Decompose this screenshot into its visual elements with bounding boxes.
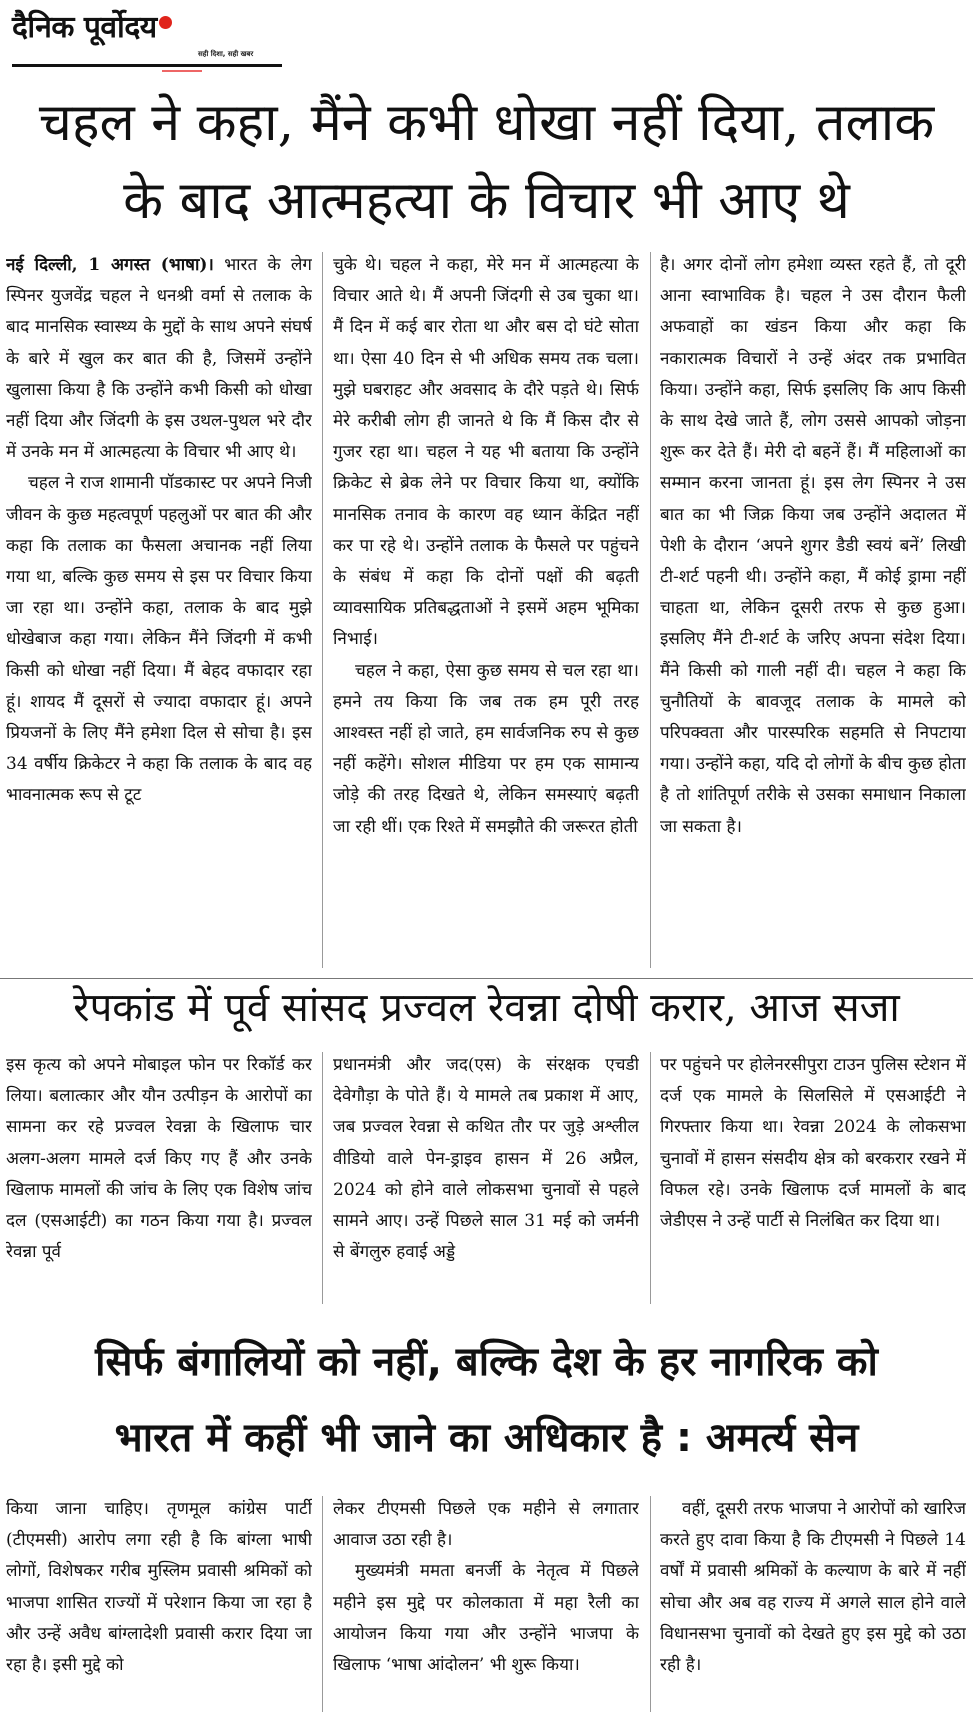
story3-column-3: [660, 1494, 966, 1716]
column-divider: [322, 1052, 323, 1304]
story2-column-2: [333, 1050, 639, 1306]
story1-col2-paragraph-2: चहल ने कहा, ऐसा कुछ समय से चल रहा था। हमने तय किया कि जब तक हम पूरी तरह आश्वस्त नहीं हो जाते, हम सार्वजनिक रुप से कुछ नहीं कहेंगे। सोशल मीडिया पर हम एक सामान्य जोड़े की तरह दिखते थे, लेकिन समस्याएं बढ़ती जा रही थीं। एक रिश्ते में समझौते की जरूरत होती: [333, 660, 639, 837]
story2-column-3: [660, 1050, 966, 1306]
newspaper-tagline: सही दिशा, सही खबर: [198, 50, 254, 58]
story2-col3-paragraph: पर पहुंचने पर होलेनरसीपुरा टाउन पुलिस स्टेशन में दर्ज एक मामले के सिलसिले में एसआईटी ने गिरफ्तार किया था। रेवन्ना 2024 के लोकसभा चुनावों में हासन संसदीय क्षेत्र को बरकरार रखने में विफल रहे। उनके खिलाफ दर्ज मामलों के बाद जेडीएस ने उन्हें पार्टी से निलंबित कर दिया था।: [660, 1055, 966, 1232]
story1-col3-paragraph-1: है। अगर दोनों लोग हमेशा व्यस्त रहते हैं, तो दूरी आना स्वाभाविक है। चहल ने उस दौरान फैली अफवाहों का खंडन किया और कहा कि नकारात्मक विचारों ने उन्हें अंदर तक प्रभावित किया। उन्होंने कहा, सिर्फ इसलिए कि आप किसी के साथ देखे जाते हैं, लोग उससे आपको जोड़ना शुरू कर देते हैं। मेरी दो बहनें हैं। मैं महिलाओं का सम्मान करना जानता हूं। इस लेग स्पिनर ने उस बात का भी जिक्र किया जब उन्होंने अदालत में पेशी के दौरान ‘अपने शुगर डैडी स्वयं बनें’ लिखी टी-शर्ट पहनी थी। उन्होंने कहा, मैं कोई ड्रामा नहीं चाहता था, लेकिन दूसरी तरफ से कुछ हुआ। इसलिए मैंने टी-शर्ट के जरिए अपना संदेश दिया। मैंने किसी को गाली नहीं दी। चहल ने कहा कि चुनौतियों के बावजूद तलाक के मामले को परिपक्वता और पारस्परिक सहमति से निपटाया गया। उन्होंने कहा, यदि दो लोगों के बीच कुछ होता है तो शांतिपूर्ण तरीके से उसका समाधान निकाला जा सकता है।: [660, 255, 966, 837]
story3-column-2: [333, 1494, 639, 1716]
story3-column-1: [6, 1494, 312, 1716]
story1-col1-paragraph-2: चहल ने राज शामानी पॉडकास्ट पर अपने निजी जीवन के कुछ महत्वपूर्ण पहलुओं पर बात की और कहा कि तलाक का फैसला अचानक नहीं लिया गया था, बल्कि कुछ समय से इस पर विचार किया जा रहा था। उन्होंने कहा, तलाक के बाद मुझे धोखेबाज कहा गया। लेकिन मैंने जिंदगी में कभी किसी को धोखा नहीं दिया। मैं बेहद वफादार रहा हूं। शायद मैं दूसरों से ज्यादा वफादार हूं। अपने प्रियजनों के लिए मैंने हमेशा दिल से सोचा है। इस 34 वर्षीय क्रिकेटर ने कहा कि तलाक के बाद वह भावनात्मक रूप से टूट: [6, 473, 312, 806]
story1-headline-line2: के बाद आत्महत्या के विचार भी आए थे: [123, 171, 850, 231]
story3-col3-paragraph: वहीं, दूसरी तरफ भाजपा ने आरोपों को खारिज करते हुए दावा किया है कि टीएमसी ने पिछले 14 वर्षों में प्रवासी श्रमिकों के कल्याण के बारे में नहीं सोचा और अब वह राज्य में अगले साल होने वाले विधानसभा चुनावों को देखते हुए इस मुद्दे को उठा रही है।: [660, 1499, 966, 1676]
story1-dateline: नई दिल्ली, 1 अगस्त (भाषा)।: [6, 255, 214, 275]
story3-col1-paragraph: किया जाना चाहिए। तृणमूल कांग्रेस पार्टी (टीएमसी) आरोप लगा रही है कि बांग्ला भाषी लोगों, विशेषकर गरीब मुस्लिम प्रवासी श्रमिकों को भाजपा शासित राज्यों में परेशान किया जा रहा है और उन्हें अवैध बांग्लादेशी प्रवासी करार दिया जा रहा है। इसी मुद्दे को: [6, 1499, 312, 1676]
story1-col1-paragraph-1: [6, 250, 312, 468]
story1-headline: [0, 84, 973, 240]
story3-headline: [0, 1324, 973, 1476]
story1-headline-line1: चहल ने कहा, मैंने कभी धोखा नहीं दिया, तलाक: [38, 93, 935, 153]
story1-column-1: [6, 250, 312, 972]
story1-col2-paragraph-1: चुके थे। चहल ने कहा, मेरे मन में आत्महत्या के विचार आते थे। मैं अपनी जिंदगी से उब चुका था। मैं दिन में कई बार रोता था और बस दो घंटे सोता था। ऐसा 40 दिन से भी अधिक समय तक चला। मुझे घबराहट और अवसाद के दौरे पड़ते थे। सिर्फ मेरे करीबी लोग ही जानते थे कि मैं किस दौर से गुजर रहा था। चहल ने यह भी बताया कि उन्होंने क्रिकेट से ब्रेक लेने पर विचार किया था, क्योंकि मानसिक तनाव के कारण वह ध्यान केंद्रित नहीं कर पा रहे थे। उन्होंने तलाक के फैसले पर पहुंचने के संबंध में कहा कि दोनों पक्षों की बढ़ती व्यावसायिक प्रतिबद्धताओं ने इसमें अहम भूमिका निभाई।: [333, 255, 639, 650]
story3-headline-line1: सिर्फ बंगालियों को नहीं, बल्कि देश के हर नागरिक को: [95, 1339, 878, 1385]
masthead-rule: [12, 64, 282, 67]
story1-column-3: [660, 250, 966, 972]
masthead-accent-rule: [162, 70, 202, 72]
story3-col2-paragraph-2: मुख्यमंत्री ममता बनर्जी के नेतृत्व में पिछले महीने इस मुद्दे पर कोलकाता में महा रैली का आयोजन किया गया और उन्होंने भाजपा के खिलाफ ‘भाषा आंदोलन’ भी शुरू किया।: [333, 1561, 639, 1676]
story2-headline: रेपकांड में पूर्व सांसद प्रज्वल रेवन्ना दोषी करार, आज सजा: [73, 985, 900, 1031]
story3-headline-line2: भारत में कहीं भी जाने का अधिकार है : अमर्त्य सेन: [114, 1415, 859, 1461]
story2-column-1: [6, 1050, 312, 1306]
story2-col1-paragraph: इस कृत्य को अपने मोबाइल फोन पर रिकॉर्ड कर लिया। बलात्कार और यौन उत्पीड़न के आरोपों का सामना कर रहे प्रज्वल रेवन्ना के खिलाफ चार अलग-अलग मामले दर्ज किए गए हैं और उनके खिलाफ मामलों की जांच के लिए एक विशेष जांच दल (एसआईटी) का गठन किया गया है। प्रज्वल रेवन्ना पूर्व: [6, 1055, 312, 1263]
column-divider: [322, 252, 323, 968]
column-divider: [650, 1052, 651, 1304]
story2-col2-paragraph: प्रधानमंत्री और जद(एस) के संरक्षक एचडी देवेगौड़ा के पोते हैं। ये मामले तब प्रकाश में आए, जब प्रज्वल रेवन्ना से कथित तौर पर जुड़े अश्लील वीडियो वाले पेन-ड्राइव हासन में 26 अप्रैल, 2024 को होने वाले लोकसभा चुनावों से पहले सामने आए। उन्हें पिछले साल 31 मई को जर्मनी से बेंगलुरु हवाई अड्डे: [333, 1055, 639, 1263]
logo-dot-icon: [159, 16, 172, 29]
story1-column-2: [333, 250, 639, 972]
column-divider: [322, 1496, 323, 1712]
story3-col2-paragraph-1: लेकर टीएमसी पिछले एक महीने से लगातार आवाज उठा रही है।: [333, 1499, 639, 1551]
story1-col1-text-1: भारत के लेग स्पिनर युजवेंद्र चहल ने धनश्री वर्मा से तलाक के बाद मानसिक स्वास्थ्य के मुद्दों के साथ अपने संघर्ष के बारे में खुल कर बात की है, जिसमें उन्होंने खुलासा किया है कि उन्होंने कभी किसी को धोखा नहीं दिया और जिंदगी के इस उथल-पुथल भरे दौर में उनके मन में आत्महत्या के विचार भी आए थे।: [6, 255, 312, 463]
masthead: [12, 8, 287, 70]
column-divider: [650, 1496, 651, 1712]
newspaper-logo: [12, 8, 287, 48]
column-divider: [650, 252, 651, 968]
newspaper-title: दैनिक पूर्वोदय: [12, 10, 157, 45]
